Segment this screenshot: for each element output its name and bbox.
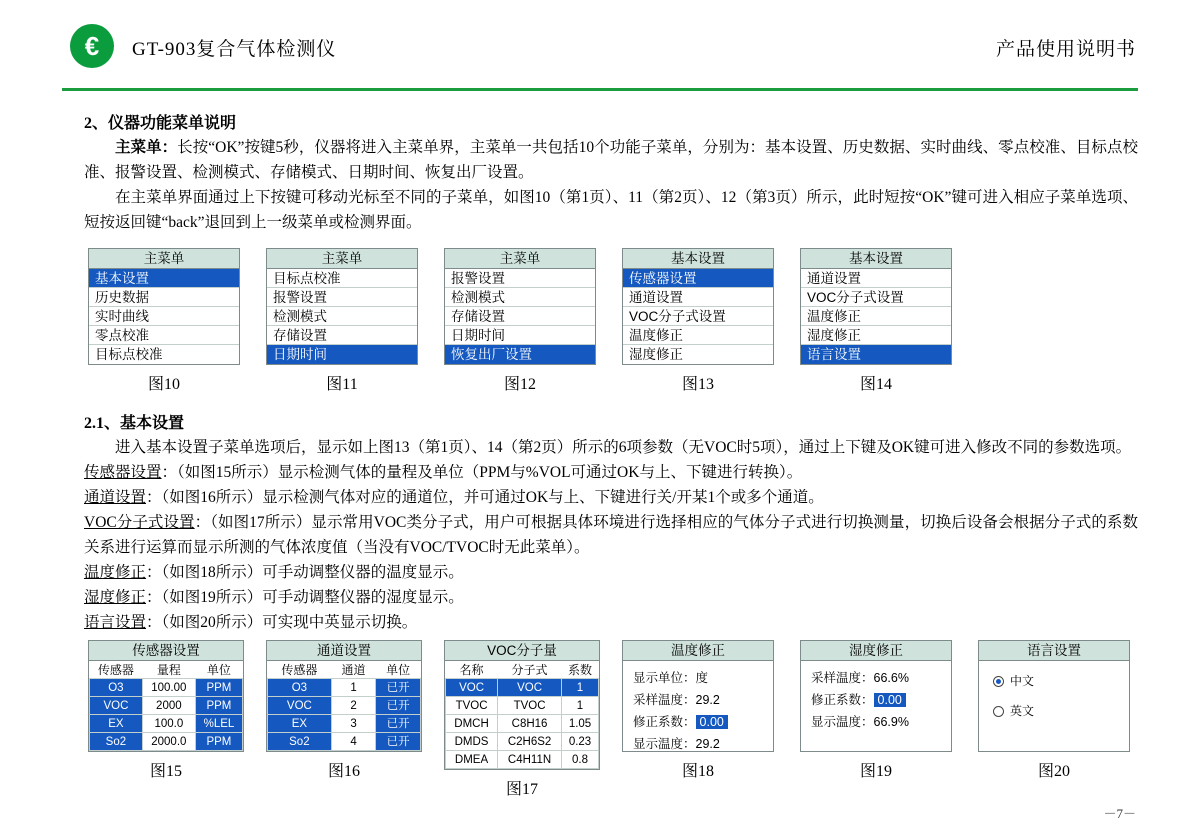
col-header: 分子式 (498, 661, 562, 679)
cell-sensor[interactable]: O3 (268, 679, 332, 697)
menu-item[interactable]: 通道设置 (623, 288, 773, 307)
section-heading-2: 2、仪器功能菜单说明 (84, 115, 237, 132)
header-divider (62, 88, 1138, 91)
cell-range[interactable]: 2000 (142, 697, 195, 715)
field-value: 29.2 (695, 737, 720, 751)
menu-item[interactable]: 日期时间 (267, 345, 417, 364)
option-label: 英文 (1010, 704, 1035, 718)
screen-sensor-settings (88, 640, 244, 752)
field-label: 采样温度： (811, 671, 874, 685)
radio-unselected-icon[interactable] (993, 706, 1004, 717)
cell-coefficient[interactable]: 1 (562, 679, 599, 697)
figure-caption: 图20 (1037, 763, 1070, 780)
screen-temperature-correction (622, 640, 774, 752)
figure-caption: 图11 (326, 376, 358, 393)
figure-caption: 图10 (147, 376, 180, 393)
menu-item[interactable]: 基本设置 (89, 269, 239, 288)
col-header: 名称 (446, 661, 498, 679)
col-header: 通道 (331, 661, 376, 679)
document-subtitle: 产品使用说明书 (995, 39, 1136, 60)
cell-sensor[interactable]: So2 (90, 733, 143, 751)
screen-voc-molecular-weight (444, 640, 600, 770)
field-display-humidity[interactable] (811, 711, 951, 733)
cell-unit[interactable]: PPM (195, 679, 242, 697)
field-value: 66.6% (873, 671, 909, 685)
field-display-temperature[interactable] (633, 733, 773, 755)
menu-item[interactable]: 零点校准 (89, 326, 239, 345)
table-row[interactable] (90, 697, 243, 715)
menu-item[interactable]: 实时曲线 (89, 307, 239, 326)
screen-title: 基本设置 (801, 249, 951, 269)
figure-caption: 图15 (149, 763, 182, 780)
cell-formula[interactable]: C4H11N (498, 751, 562, 769)
table-row[interactable] (446, 715, 599, 733)
figure-14 (800, 248, 952, 394)
section-2-1 (0, 396, 1200, 635)
para-lead-main-menu: 主菜单： (115, 139, 178, 156)
option-label: 中文 (1010, 674, 1035, 688)
paragraph-language-settings (84, 610, 1138, 635)
paragraph-temperature-correction (84, 560, 1138, 585)
menu-item[interactable]: 报警设置 (267, 288, 417, 307)
cell-unit[interactable]: %LEL (195, 715, 242, 733)
page-header (0, 0, 1200, 86)
table-header-row (268, 661, 421, 679)
field-correction-coefficient[interactable] (811, 689, 951, 711)
term-channel-settings: 通道设置 (84, 489, 147, 506)
col-header: 单位 (195, 661, 242, 679)
menu-item[interactable]: 语言设置 (801, 345, 951, 364)
screen-humidity-correction (800, 640, 952, 752)
field-value-selected[interactable]: 0.00 (874, 693, 906, 707)
table-row[interactable] (268, 679, 421, 697)
table-header-row (90, 661, 243, 679)
figure-18 (622, 640, 774, 781)
cell-formula[interactable]: TVOC (498, 697, 562, 715)
figure-13 (622, 248, 774, 394)
cell-sensor[interactable]: EX (90, 715, 143, 733)
menu-item[interactable]: 存储设置 (445, 307, 595, 326)
menu-item[interactable]: 日期时间 (445, 326, 595, 345)
field-correction-coefficient[interactable] (633, 711, 773, 733)
figure-caption: 图19 (859, 763, 892, 780)
term-language-settings: 语言设置 (84, 614, 147, 631)
channel-table (267, 661, 421, 751)
menu-item[interactable]: 湿度修正 (801, 326, 951, 345)
cell-coefficient[interactable]: 0.23 (562, 733, 599, 751)
text-voc-formula: ：（如图17所示）显示常用VOC类分子式，用户可根据具体环境进行选择相应的气体分子式进行切换测量，切换后设备会根据分子式的系数关系进行运算而显示所测的气体浓度值（当没有VOC/TVOC时无此菜单）。 (84, 514, 1138, 556)
cell-unit[interactable]: PPM (195, 697, 242, 715)
figure-caption: 图14 (859, 376, 892, 393)
temperature-fields (623, 661, 773, 755)
table-row[interactable] (268, 715, 421, 733)
menu-item[interactable]: VOC分子式设置 (623, 307, 773, 326)
col-header: 传感器 (268, 661, 332, 679)
cell-name[interactable]: DMDS (446, 733, 498, 751)
screen-title: 湿度修正 (801, 641, 951, 661)
voc-table (445, 661, 599, 769)
sensor-table (89, 661, 243, 751)
figure-caption: 图18 (681, 763, 714, 780)
cell-range[interactable]: 100.00 (142, 679, 195, 697)
screen-channel-settings (266, 640, 422, 752)
table-row[interactable] (446, 679, 599, 697)
cell-channel[interactable]: 2 (331, 697, 376, 715)
cell-coefficient[interactable]: 0.8 (562, 751, 599, 769)
table-header-row (446, 661, 599, 679)
menu-item[interactable]: 历史数据 (89, 288, 239, 307)
screen-title: 通道设置 (267, 641, 421, 661)
menu-item[interactable]: 湿度修正 (629, 347, 683, 362)
cell-channel[interactable]: 1 (331, 679, 376, 697)
field-label: 采样温度： (633, 693, 696, 707)
field-value: 66.9% (873, 715, 909, 729)
screen-title: 主菜单 (89, 249, 239, 269)
field-label: 显示单位： (633, 671, 696, 685)
screen-title: 语言设置 (979, 641, 1129, 661)
cell-formula[interactable]: C2H6S2 (498, 733, 562, 751)
field-label: 显示温度： (633, 737, 696, 751)
cell-formula[interactable]: C8H16 (498, 715, 562, 733)
cell-sensor[interactable]: O3 (90, 679, 143, 697)
cell-name[interactable]: TVOC (446, 697, 498, 715)
screen-title: 传感器设置 (89, 641, 243, 661)
paragraph-basic-settings: 进入基本设置子菜单选项后，显示如上图13（第1页）、14（第2页）所示的6项参数（无VOC时5项），通过上下键及OK键可进入修改不同的参数选项。 (115, 439, 1132, 456)
paragraph-main-menu (84, 135, 1138, 185)
menu-item[interactable]: 传感器设置 (623, 269, 773, 288)
cell-sensor[interactable]: VOC (268, 697, 332, 715)
screen-language-settings (978, 640, 1130, 752)
language-option-english[interactable] (979, 701, 1129, 721)
menu-item[interactable]: 检测模式 (267, 307, 417, 326)
col-header: 量程 (142, 661, 195, 679)
cell-channel[interactable]: 4 (331, 733, 376, 751)
table-row[interactable] (90, 679, 243, 697)
menu-item[interactable]: 目标点校准 (267, 269, 417, 288)
figure-caption: 图17 (505, 781, 538, 798)
field-value: 度 (695, 671, 709, 685)
humidity-fields (801, 661, 951, 733)
para-text-main-menu: 长按“OK”按键5秒，仪器将进入主菜单界，主菜单一共包括10个功能子菜单，分别为：基本设置、历史数据、实时曲线、零点校准、目标点校准、报警设置、检测模式、存储模式、日期时间、恢复出厂设置。 (84, 139, 1138, 181)
cell-range[interactable]: 2000.0 (142, 733, 195, 751)
radio-selected-icon[interactable] (993, 676, 1004, 687)
screen-basic-settings-page1 (622, 248, 774, 365)
menu-item[interactable]: VOC分子式设置 (801, 288, 951, 307)
term-voc-formula: VOC分子式设置 (84, 514, 195, 531)
field-value: 29.2 (695, 693, 720, 707)
field-sample-temperature[interactable] (633, 689, 773, 711)
screen-main-menu-page2 (266, 248, 418, 365)
figure-16 (266, 640, 422, 781)
page-number: －7－ (1103, 806, 1136, 821)
cell-channel[interactable]: 3 (331, 715, 376, 733)
cell-coefficient[interactable]: 1 (562, 697, 599, 715)
paragraph-humidity-correction (84, 585, 1138, 610)
menu-item[interactable]: 温度修正 (801, 307, 951, 326)
field-value-selected[interactable]: 0.00 (696, 715, 728, 729)
text-sensor-settings: ：（如图15所示）显示检测气体的量程及单位（PPM与%VOL可通过OK与上、下键进行转换）。 (161, 464, 803, 481)
cell-coefficient[interactable]: 1.05 (562, 715, 599, 733)
col-header: 传感器 (90, 661, 143, 679)
figure-20 (978, 640, 1130, 781)
cell-sensor[interactable]: VOC (90, 697, 143, 715)
menu-item[interactable]: 温度修正 (623, 326, 773, 345)
figure-caption: 图16 (327, 763, 360, 780)
table-row[interactable] (268, 697, 421, 715)
document-body (0, 96, 1200, 235)
table-row[interactable] (446, 751, 599, 769)
language-option-chinese[interactable] (979, 671, 1129, 691)
cell-name[interactable]: VOC (446, 679, 498, 697)
figure-caption: 图12 (503, 376, 536, 393)
screen-main-menu-page1 (88, 248, 240, 365)
screen-title: VOC分子量 (445, 641, 599, 661)
table-row[interactable] (446, 733, 599, 751)
menu-item[interactable]: 存储设置 (267, 326, 417, 345)
field-label: 修正系数： (811, 693, 874, 707)
paragraph-voc-formula (84, 510, 1138, 560)
col-header: 系数 (562, 661, 599, 679)
cell-unit[interactable]: PPM (195, 733, 242, 751)
term-temperature-correction: 温度修正 (84, 564, 147, 581)
text-channel-settings: ：（如图16所示）显示检测气体对应的通道位，并可通过OK与上、下键进行关/开某1个或多个通道。 (146, 489, 824, 506)
term-humidity-correction: 湿度修正 (84, 589, 147, 606)
screen-title: 基本设置 (623, 249, 773, 269)
paragraph-sensor-settings (84, 460, 1138, 485)
figure-19 (800, 640, 952, 781)
figure-15 (88, 640, 244, 781)
term-sensor-settings: 传感器设置 (84, 464, 162, 481)
screen-main-menu-page3 (444, 248, 596, 365)
menu-item[interactable]: 恢复出厂设置 (445, 345, 595, 364)
menu-item[interactable]: 报警设置 (445, 269, 595, 288)
menu-item[interactable]: 检测模式 (445, 288, 595, 307)
table-row[interactable] (446, 697, 599, 715)
text-language-settings: ：（如图20所示）可实现中英显示切换。 (146, 614, 418, 631)
cell-name[interactable]: DMEA (446, 751, 498, 769)
brand-logo-icon (70, 24, 114, 68)
menu-item[interactable]: 通道设置 (801, 269, 951, 288)
screen-basic-settings-page2 (800, 248, 952, 365)
figure-11 (266, 248, 418, 394)
table-row[interactable] (90, 733, 243, 751)
figure-10 (88, 248, 240, 394)
figure-12 (444, 248, 596, 394)
document-title: GT-903复合气体检测仪 (132, 39, 337, 60)
text-humidity-correction: ：（如图19所示）可手动调整仪器的湿度显示。 (146, 589, 464, 606)
cell-state[interactable]: 已开 (376, 697, 421, 715)
table-row[interactable] (268, 733, 421, 751)
field-label: 显示温度： (811, 715, 874, 729)
cell-name[interactable]: DMCH (446, 715, 498, 733)
paragraph-navigation: 在主菜单界面通过上下按键可移动光标至不同的子菜单，如图10（第1页）、11（第2页）、12（第3页）所示，此时短按“OK”键可进入相应子菜单选项、短按返回键“back”退回到上一级菜单或检测界面。 (84, 189, 1138, 231)
cell-state[interactable]: 已开 (376, 715, 421, 733)
cell-sensor[interactable]: So2 (268, 733, 332, 751)
cell-state[interactable]: 已开 (376, 733, 421, 751)
cell-formula[interactable]: VOC (498, 679, 562, 697)
field-sample-humidity[interactable] (811, 667, 951, 689)
screen-title: 主菜单 (445, 249, 595, 269)
field-display-unit[interactable] (633, 667, 773, 689)
figure-17 (444, 640, 600, 799)
screen-title: 主菜单 (267, 249, 417, 269)
logo-glyph: € (84, 31, 100, 61)
figure-caption: 图13 (681, 376, 714, 393)
paragraph-channel-settings (84, 485, 1138, 510)
menu-item[interactable]: 目标点校准 (95, 347, 163, 362)
cell-range[interactable]: 100.0 (142, 715, 195, 733)
cell-state[interactable]: 已开 (376, 679, 421, 697)
col-header: 单位 (376, 661, 421, 679)
screen-title: 温度修正 (623, 641, 773, 661)
field-label: 修正系数： (633, 715, 696, 729)
cell-sensor[interactable]: EX (268, 715, 332, 733)
table-row[interactable] (90, 715, 243, 733)
text-temperature-correction: ：（如图18所示）可手动调整仪器的温度显示。 (146, 564, 464, 581)
section-heading-2-1: 2.1、基本设置 (84, 415, 185, 432)
